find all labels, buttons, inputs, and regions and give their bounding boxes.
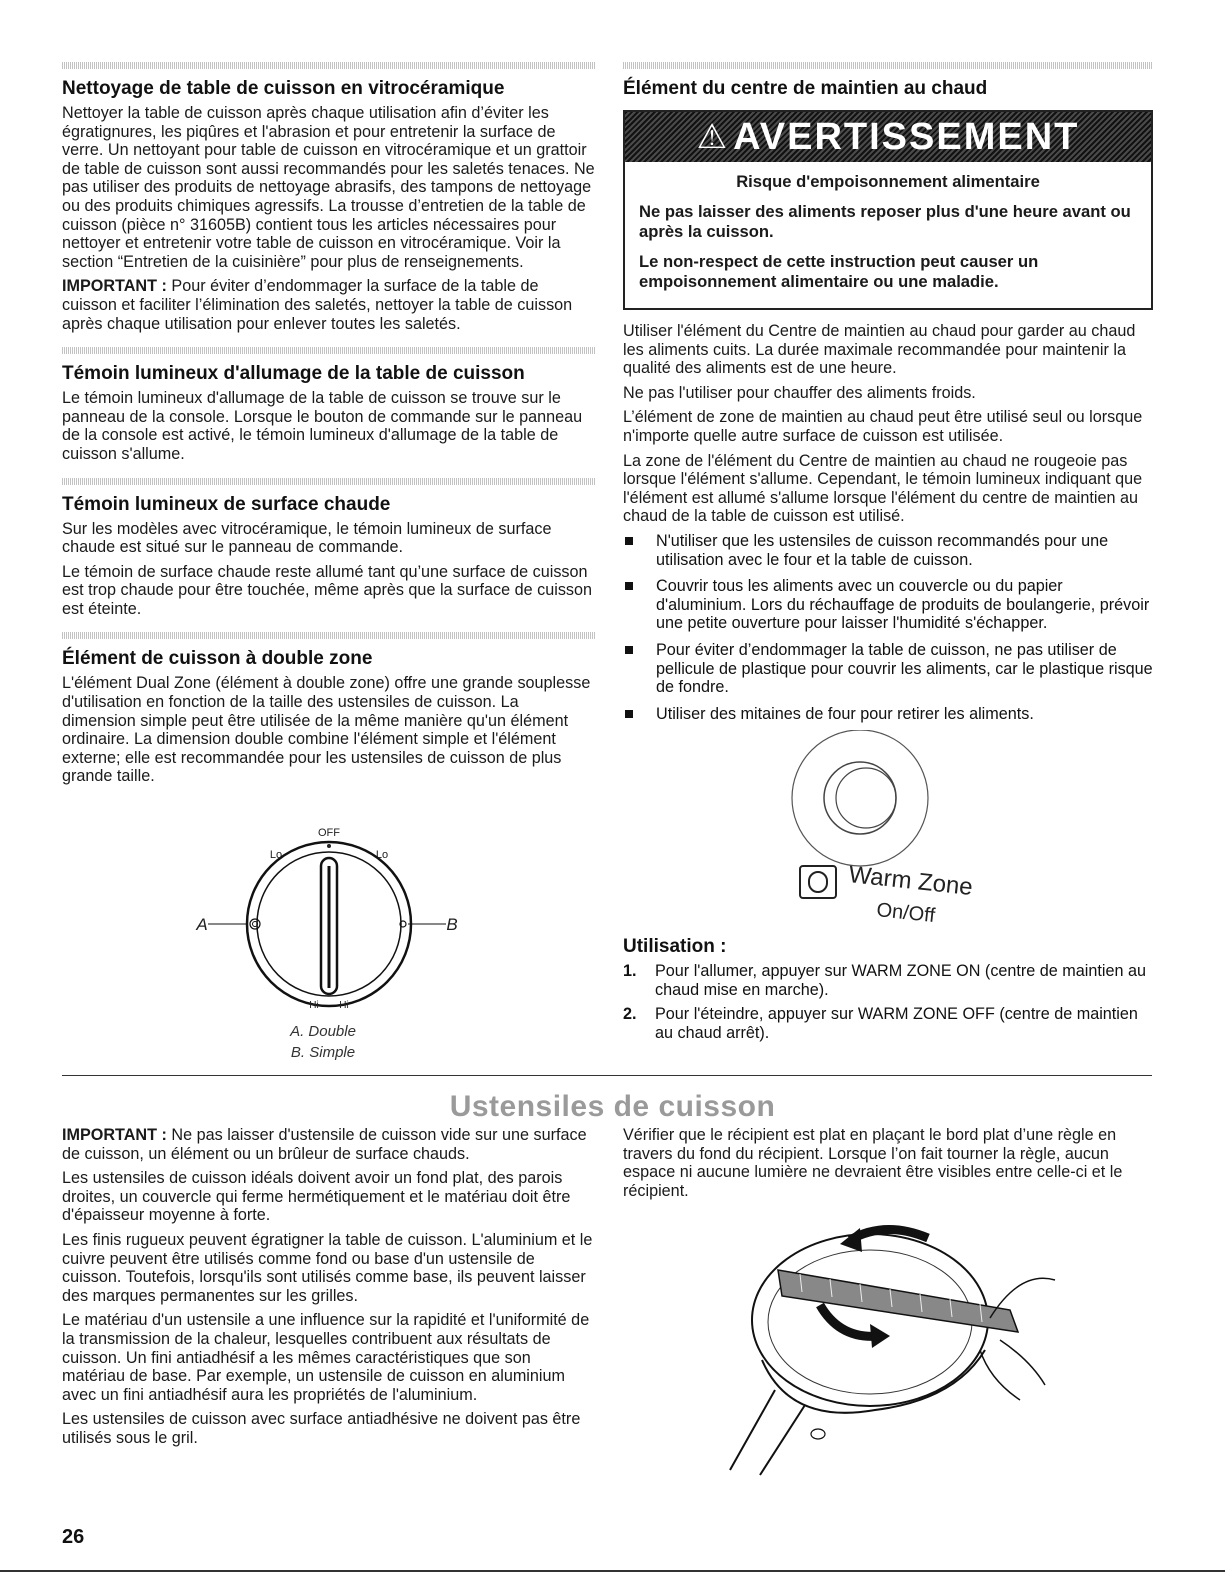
knob-hi-right-label: Hi xyxy=(339,1000,349,1011)
knob-label-a: A xyxy=(196,915,208,934)
list-item-text: Couvrir tous les aliments avec un couvercle ou du papier d'aluminium. Lors du réchauffage de produits de boulangerie, prévoir une petite ouverture pour laisser l'humidité s'échapper. xyxy=(656,577,1150,633)
paragraph: Sur les modèles avec vitrocéramique, le témoin lumineux de surface chaude est situé sur le panneau de commande. xyxy=(62,519,552,557)
list-item-text: N'utiliser que les ustensiles de cuisson recommandés pour une utilisation avec le four et la table de cuisson. xyxy=(656,531,1109,569)
step-number: 2. xyxy=(623,1005,637,1024)
paragraph-text: Pour éviter d’endommager la surface de la table de cuisson et faciliter l’élimination des saletés, nettoyer la table de cuisson après chaque utilisation pour enlever toutes les saletés. xyxy=(62,277,573,333)
paragraph: Le matériau d'un ustensile a une influence sur la rapidité et l'uniformité de la transmission de la chaleur, lesquelles contribuent aux résultats de cuisson. Un fini antiadhésif a les mêmes caractéristiques que son matériau de base. Par exemple, un ustensile de cuisson en aluminium avec un fini antiadhésif aura les propriétés de l'aluminium. xyxy=(62,1311,590,1404)
section-title-ceramic-cleaning: Nettoyage de table de cuisson en vitrocéramique xyxy=(62,78,505,99)
paragraph: Utiliser l'élément du Centre de maintien au chaud pour garder au chaud les aliments cuits. La durée maximale recommandée pour maintenir la qualité des aliments est de une heure. xyxy=(623,322,1136,378)
list-item xyxy=(623,641,1153,697)
paragraph: Les ustensiles de cuisson idéals doivent avoir un fond plat, des parois droites, un couvercle qui ferme hermétiquement et le matériau doit être d'épaisseur moyenne à forte. xyxy=(62,1169,571,1225)
step-item xyxy=(623,1005,1153,1042)
paragraph: Vérifier que le récipient est plat en plaçant le bord plat d’une règle en travers du fond du récipient. Lorsque l’on fait tourner la règle, aucun espace ni aucune lumière ne devraient être visibles entre celle-ci et le récipient. xyxy=(623,1126,1123,1200)
knob-off-label: OFF xyxy=(318,827,340,839)
ruler xyxy=(778,1270,1018,1332)
section-rule xyxy=(62,347,595,354)
important-label: IMPORTANT : xyxy=(62,277,167,296)
section-rule xyxy=(623,62,1153,69)
caption-b: B. Simple xyxy=(290,1044,356,1061)
warm-zone-button-inner xyxy=(824,762,896,834)
warning-triangle-icon: ⚠ xyxy=(696,118,730,156)
list-item-text: Pour éviter d’endommager la table de cuisson, ne pas utiliser de pellicule de plastique pour couvrir les aliments, car le plastique risque de fondre. xyxy=(656,640,1153,697)
section-title-cooktop-on-light: Témoin lumineux d'allumage de la table de cuisson xyxy=(62,363,525,385)
cookware-left-column xyxy=(62,1126,595,1454)
important-label: IMPORTANT : xyxy=(62,1126,167,1144)
section-title-warm-zone: Élément du centre de maintien au chaud xyxy=(623,78,988,99)
list-item xyxy=(623,705,1153,724)
paragraph: La zone de l'élément du Centre de maintien au chaud ne rougeoie pas lorsque l'élément s'allume. Cependant, le témoin lumineux indiquant que l'élément est allumé s'allume lorsque l'élément du centre de maintien au chaud de la table de cuisson est utilisé. xyxy=(623,451,1143,526)
paragraph: L’élément de zone de maintien au chaud peut être utilisé seul ou lorsque n'importe quelle autre surface de cuisson est utilisée. xyxy=(623,408,1143,445)
section-title-hot-surface-light: Témoin lumineux de surface chaude xyxy=(62,493,391,515)
warning-banner-text: AVERTISSEMENT xyxy=(733,115,1080,158)
hand xyxy=(980,1278,1055,1400)
left-column xyxy=(62,62,595,792)
caption-a: A. Double xyxy=(290,1023,356,1040)
usage-section xyxy=(623,936,1153,1048)
warm-zone-tips-list xyxy=(623,532,1153,723)
pan-handle xyxy=(730,1390,805,1475)
warning-risk: Risque d'empoisonnement alimentaire xyxy=(736,172,1040,191)
right-column xyxy=(623,62,1153,731)
paragraph: Ne pas l'utiliser pour chauffer des aliments froids. xyxy=(623,383,976,402)
cookware-section-title: Ustensiles de cuisson xyxy=(449,1090,776,1123)
warning-banner xyxy=(625,112,1151,162)
step-text: Pour l'allumer, appuyer sur WARM ZONE ON (centre de maintien au chaud mise en marche). xyxy=(655,962,1146,999)
section-title-dual-zone: Élément de cuisson à double zone xyxy=(62,648,373,670)
section-rule xyxy=(62,632,595,639)
section-rule xyxy=(62,62,595,69)
knob-double-marker xyxy=(250,919,260,929)
paragraph xyxy=(62,277,595,333)
page-bottom-rule xyxy=(0,1570,1225,1572)
warm-zone-label: Warm Zone xyxy=(847,861,974,901)
section-divider xyxy=(62,1075,1152,1076)
knob-label-b: B xyxy=(446,915,458,934)
step-text: Pour l'éteindre, appuyer sur WARM ZONE OFF (centre de maintien au chaud arrêt). xyxy=(655,1005,1138,1042)
warm-zone-illustration xyxy=(780,730,1000,930)
usage-title: Utilisation : xyxy=(623,936,727,957)
warm-zone-button-outer xyxy=(792,730,928,866)
warm-zone-power-icon xyxy=(800,866,836,898)
warning-box xyxy=(623,110,1153,310)
knob-hi-left-label: Hi xyxy=(309,1000,319,1011)
paragraph: Le témoin lumineux d'allumage de la table de cuisson se trouve sur le panneau de la console. Lorsque le bouton de commande sur le panneau de la console est activé, le témoin lumineux d'allumage de la table de cuisson s'allume. xyxy=(62,389,583,463)
paragraph-text: Ne pas laisser d'ustensile de cuisson vide sur une surface de cuisson, un élément ou un brûleur de surface chauds. xyxy=(62,1126,587,1163)
paragraph: Nettoyer la table de cuisson après chaque utilisation afin d’éviter les égratignures, les piqûres et l'abrasion et pour entretenir la surface de verre. Un nettoyant pour table de cuisson en vitrocéramique et un grattoir de table de cuisson sont aussi recommandés pour les saletés tenaces. Ne pas utiliser des produits de nettoyage abrasifs, des tampons de nettoyage ou des produits chimiques agressifs. La trousse d’entretien de la table de cuisson (pièce n° 31605B) contient tous les articles nécessaires pour nettoyer et entretenir votre table de cuisson en vitrocéramique. Voir la section “Entretien de la cuisinière” pour plus de renseignements. xyxy=(62,104,595,271)
paragraph: Les finis rugueux peuvent égratigner la table de cuisson. L'aluminium et le cuivre peuvent être utilisés comme fond ou base d'un ustensile de cuisson. Toutefois, lorsqu'ils sont utilisés comme base, ils peuvent laisser des marques permanentes sur les grilles. xyxy=(62,1230,593,1305)
warning-line-1: Ne pas laisser des aliments reposer plus d'une heure avant ou après la cuisson. xyxy=(639,202,1131,241)
section-rule xyxy=(62,478,595,485)
dual-zone-knob-illustration xyxy=(180,822,480,1067)
list-item xyxy=(623,532,1153,569)
paragraph: Le témoin de surface chaude reste allumé tant qu’une surface de cuisson est trop chaude pour être touchée, même après que la surface de cuisson est éteinte. xyxy=(62,562,593,618)
usage-steps xyxy=(623,962,1153,1042)
paragraph: Les ustensiles de cuisson avec surface antiadhésive ne doivent pas être utilisés sous le gril. xyxy=(62,1410,581,1447)
paragraph: L'élément Dual Zone (élément à double zone) offre une grande souplesse d'utilisation en fonction de la taille des ustensiles de cuisson. La dimension simple peut être utilisée de la même manière qu'un élément ordinaire. La dimension double combine l'élément simple et l'élément externe; elle est recommandée pour les ustensiles de cuisson de plus grande taille. xyxy=(62,674,591,786)
knob-lo-right-label: Lo xyxy=(375,849,389,861)
list-item-text: Utiliser des mitaines de four pour retirer les aliments. xyxy=(656,704,1034,723)
step-item xyxy=(623,962,1153,999)
warm-zone-on-off-label: On/Off xyxy=(875,899,937,928)
knob-off-dot xyxy=(327,844,331,848)
warning-line-2: Le non-respect de cette instruction peut causer un empoisonnement alimentaire ou une maladie. xyxy=(639,252,1039,291)
paragraph xyxy=(62,1126,595,1163)
pan-ruler-illustration xyxy=(700,1210,1080,1480)
list-item xyxy=(623,577,1153,633)
cookware-right-column xyxy=(623,1126,1153,1206)
warning-body xyxy=(625,162,1151,308)
knob-lo-left-label: Lo xyxy=(269,849,283,861)
page-number: 26 xyxy=(62,1526,85,1548)
step-number: 1. xyxy=(623,962,637,980)
